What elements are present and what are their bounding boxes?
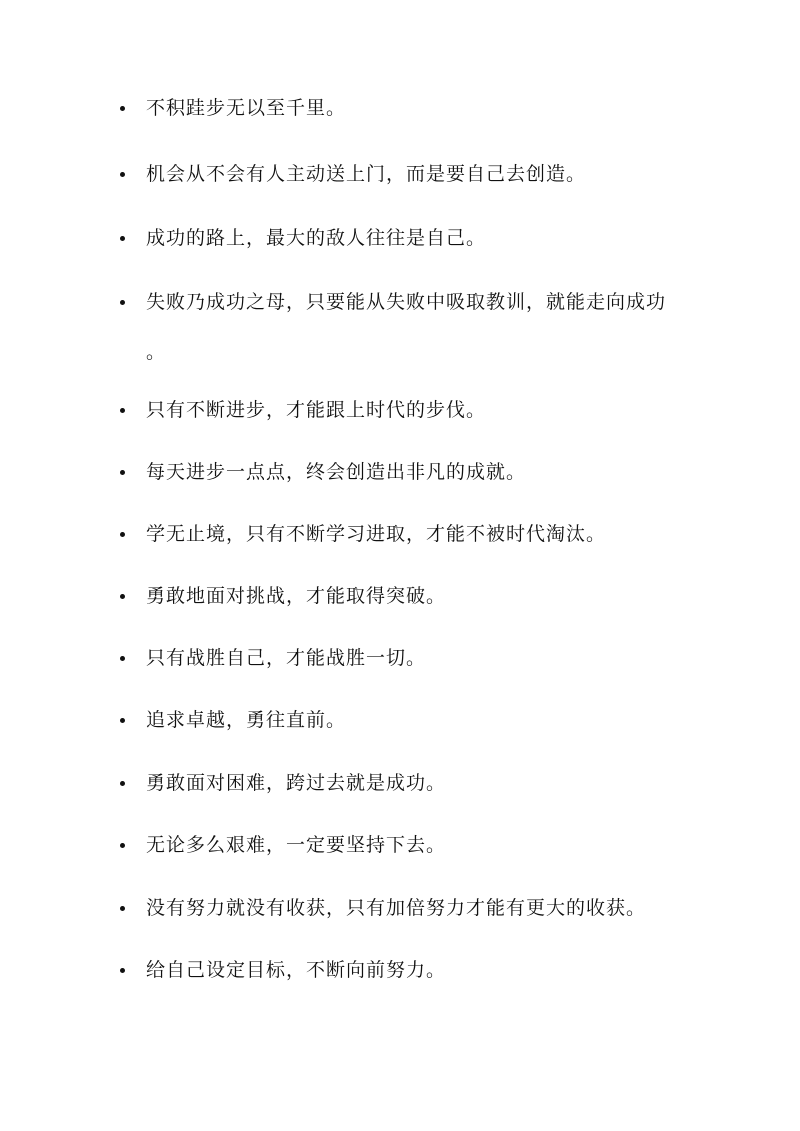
bullet-icon <box>120 843 125 848</box>
quote-text: 机会从不会有人主动送上门，而是要自己去创造。 <box>146 163 587 185</box>
list-item <box>0 763 800 803</box>
list-item <box>0 282 800 372</box>
quote-text: 勇敢面对困难，跨过去就是成功。 <box>146 772 447 794</box>
list-item <box>0 452 800 492</box>
bullet-icon <box>120 781 125 786</box>
list-item <box>0 154 800 194</box>
quote-text: 每天进步一点点，终会创造出非凡的成就。 <box>146 461 527 483</box>
list-item <box>0 888 800 928</box>
quote-text: 勇敢地面对挑战，才能取得突破。 <box>146 585 447 607</box>
bullet-icon <box>120 906 125 911</box>
list-item <box>0 576 800 616</box>
quote-text: 只有不断进步，才能跟上时代的步伐。 <box>146 399 487 421</box>
bullet-icon <box>120 236 125 241</box>
bullet-icon <box>120 532 125 537</box>
bullet-icon <box>120 594 125 599</box>
list-item <box>0 390 800 430</box>
quote-text: 无论多么艰难，一定要坚持下去。 <box>146 834 447 856</box>
quote-text: 成功的路上，最大的敌人往往是自己。 <box>146 227 487 249</box>
quote-text: 学无止境，只有不断学习进取，才能不被时代淘汰。 <box>146 523 607 545</box>
quote-text: 追求卓越，勇往直前。 <box>146 709 347 731</box>
quote-text: 失败乃成功之母，只要能从失败中吸取教训，就能走向成功 <box>146 291 667 313</box>
quote-text-continuation: 。 <box>146 341 166 363</box>
bullet-icon <box>120 300 125 305</box>
quote-text: 只有战胜自己，才能战胜一切。 <box>146 647 427 669</box>
list-item <box>0 825 800 865</box>
list-item <box>0 88 800 128</box>
list-item <box>0 700 800 740</box>
bullet-icon <box>120 408 125 413</box>
bullet-icon <box>120 470 125 475</box>
bullet-icon <box>120 656 125 661</box>
bullet-icon <box>120 968 125 973</box>
bullet-icon <box>120 718 125 723</box>
bullet-icon <box>120 172 125 177</box>
bullet-icon <box>120 106 125 111</box>
list-item <box>0 514 800 554</box>
quote-text: 不积跬步无以至千里。 <box>146 97 347 119</box>
list-item <box>0 218 800 258</box>
list-item <box>0 950 800 990</box>
quote-text: 给自己设定目标，不断向前努力。 <box>146 959 447 981</box>
quote-text: 没有努力就没有收获，只有加倍努力才能有更大的收获。 <box>146 897 647 919</box>
list-item <box>0 638 800 678</box>
